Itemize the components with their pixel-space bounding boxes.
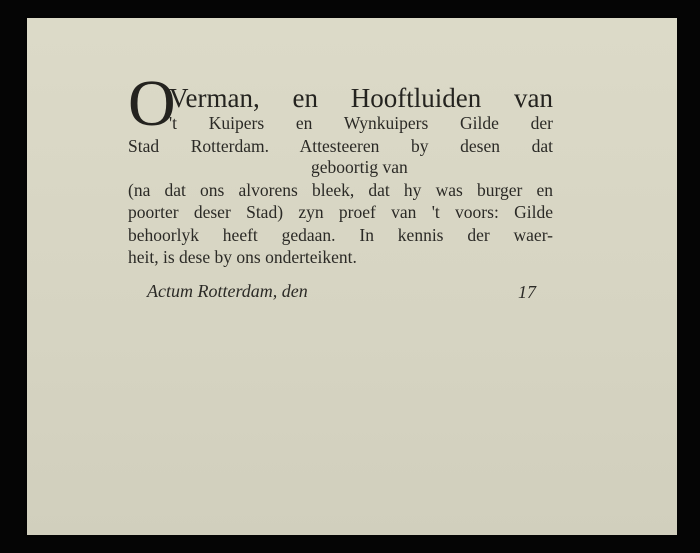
text-line-4: geboortig van xyxy=(311,157,408,177)
year-prefix: 17 xyxy=(518,282,536,302)
heading-line: Verman, en Hooftluiden van xyxy=(169,83,553,113)
closing-phrase: Actum Rotterdam, den xyxy=(147,281,308,301)
drop-cap: O xyxy=(128,67,176,140)
text-line-7: behoorlyk heeft gedaan. In kennis der waer- xyxy=(128,225,553,245)
text-line-3: Stad Rotterdam. Attesteeren by desen dat xyxy=(128,136,553,156)
text-line-5: (na dat ons alvorens bleek, dat hy was burger en xyxy=(128,180,553,200)
text-line-6: poorter deser Stad) zyn proef van 't voors: Gilde xyxy=(128,202,553,222)
text-line-2: 't Kuipers en Wynkuipers Gilde der xyxy=(169,113,553,133)
text-line-8: heit, is dese by ons onderteikent. xyxy=(128,247,357,267)
